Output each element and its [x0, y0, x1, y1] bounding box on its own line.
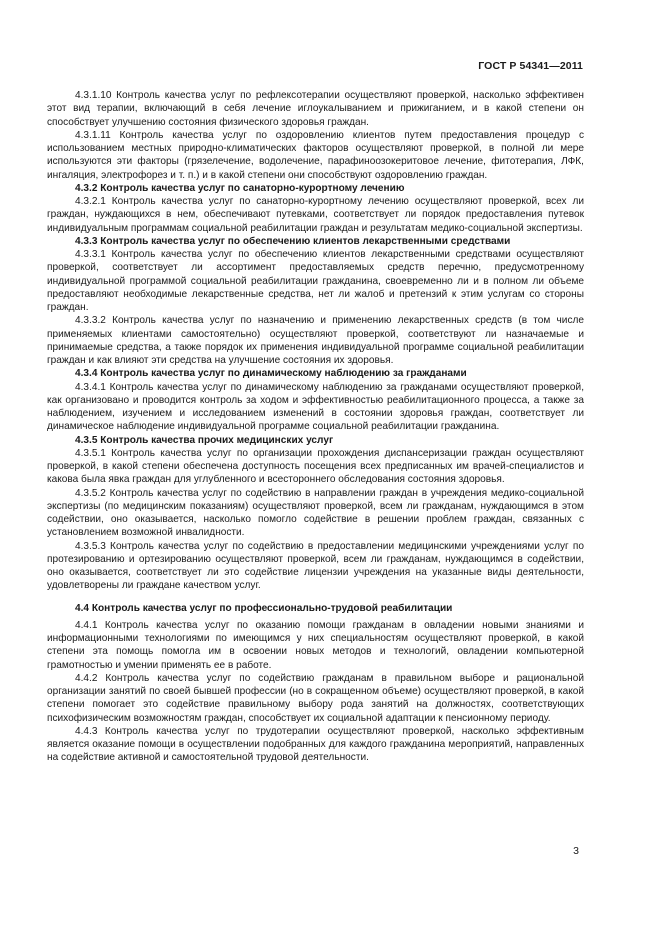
page-number: 3	[573, 845, 579, 857]
standard-id-header: ГОСТ Р 54341—2011	[478, 60, 583, 72]
section-heading: 4.3.4 Контроль качества услуг по динамическому наблюдению за гражданами	[75, 368, 467, 380]
body-paragraph: 4.3.5.2 Контроль качества услуг по содействию в направлении граждан в учреждения медико-социальной экспертизы (по медицинским показаниям) осуществляют проверкой, всем ли гражданам, нуждающимся в этом содействии, оно оказывается, насколько помогло содействие в решении проблем граждан, связанных с установлением возможной инвалидности.	[47, 487, 584, 539]
section-heading: 4.3.5 Контроль качества прочих медицинских услуг	[75, 434, 334, 446]
section-heading: 4.3.3 Контроль качества услуг по обеспечению клиентов лекарственными средствами	[75, 235, 511, 247]
section-heading: 4.3.2 Контроль качества услуг по санаторно-курортному лечению	[75, 182, 405, 194]
body-paragraph: 4.4.2 Контроль качества услуг по содействию гражданам в правильном выборе и рациональной организации занятий по своей бывшей профессии (но в сокращенном объеме) осуществляют проверкой, в какой степени помогает это содействие правильному выбору рода занятий на должностях, соответствующих психофизическим возможностям граждан, способствует их социальной адаптации к пенсионному периоду.	[47, 672, 584, 724]
section-heading: 4.4 Контроль качества услуг по профессионально-трудовой реабилитации	[75, 602, 453, 614]
document-body	[47, 89, 584, 765]
body-paragraph: 4.4.1 Контроль качества услуг по оказанию помощи гражданам в овладении новыми знаниями и информационными технологиями по имеющимся у них специальностям осуществляют проверкой, в какой степени эта помощь помогла им в освоении новых методов и технологий, овладении компьютерной грамотностью и умении применять ее в работе.	[47, 619, 584, 671]
body-paragraph: 4.3.1.10 Контроль качества услуг по рефлексотерапии осуществляют проверкой, насколько эффективен этот вид терапии, включающий в себя лечение иглоукалыванием и прижиганием, и в какой степени он способствует улучшению состояния физического здоровья граждан.	[47, 90, 584, 128]
body-paragraph: 4.3.5.3 Контроль качества услуг по содействию в предоставлении медицинскими учреждениями услуг по протезированию и ортезированию осуществляют проверкой, всем ли гражданам, нуждающимся в содействии, оно оказывается, соответствует ли это содействие лицензии учреждения на указанные виды деятельности, удовлетворены ли граждане качеством услуг.	[47, 540, 584, 592]
body-paragraph: 4.3.3.1 Контроль качества услуг по обеспечению клиентов лекарственными средствами осуществляют проверкой, соответствует ли ассортимент предоставляемых средств перечню, предусмотренному индивидуальной программой социальной реабилитации гражданина, своевременно ли и в полном ли объеме предоставляют необходимые лекарственные средства, нет ли жалоб и претензий к этим услугам со стороны граждан.	[47, 249, 584, 313]
body-paragraph: 4.3.1.11 Контроль качества услуг по оздоровлению клиентов путем предоставления процедур с использованием местных природно-климатических факторов осуществляют проверкой, в полной ли мере используются эти факторы (грязелечение, водолечение, парафиноозокеритовое лечение, фитотерапия, ЛФК, ингаляция, электрофорез и т. п.) и в какой степени они способствуют оздоровлению граждан.	[47, 129, 584, 181]
body-paragraph: 4.3.3.2 Контроль качества услуг по назначению и применению лекарственных средств (в том числе применяемых клиентами самостоятельно) осуществляют проверкой, соответствуют ли назначаемые и принимаемые средства, а также порядок их применения индивидуальной программе социальной реабилитации граждан и как влияют эти средства на улучшение состояния их здоровья.	[47, 315, 584, 366]
body-paragraph: 4.3.2.1 Контроль качества услуг по санаторно-курортному лечению осуществляют проверкой, всех ли граждан, нуждающихся в нем, обеспечивают путевками, соответствует ли порядок предоставления путевок индивидуальным программам социальной реабилитации граждан и результатам медико-социальной экспертизы.	[47, 196, 584, 234]
body-paragraph: 4.3.5.1 Контроль качества услуг по организации прохождения диспансеризации граждан осуществляют проверкой, в какой степени обеспечена доступность посещения всех предписанных им врачей-специалистов и какова была явка граждан для углубленного и всестороннего обследования состояния здоровья.	[47, 447, 584, 486]
body-paragraph: 4.4.3 Контроль качества услуг по трудотерапии осуществляют проверкой, насколько эффективным является оказание помощи в осуществлении подобранных для каждого гражданина мероприятий, направленных на содействие активной и самостоятельной трудовой деятельности.	[47, 725, 584, 764]
body-paragraph: 4.3.4.1 Контроль качества услуг по динамическому наблюдению за гражданами осуществляют проверкой, как организовано и проводится контроль за ходом и эффективностью реабилитационного процесса, а также за наблюдением, изучением и исследованием изменений в состоянии здоровья граждан, соответствует ли динамическое наблюдение индивидуальной программе социальной реабилитации гражданина.	[47, 381, 584, 433]
